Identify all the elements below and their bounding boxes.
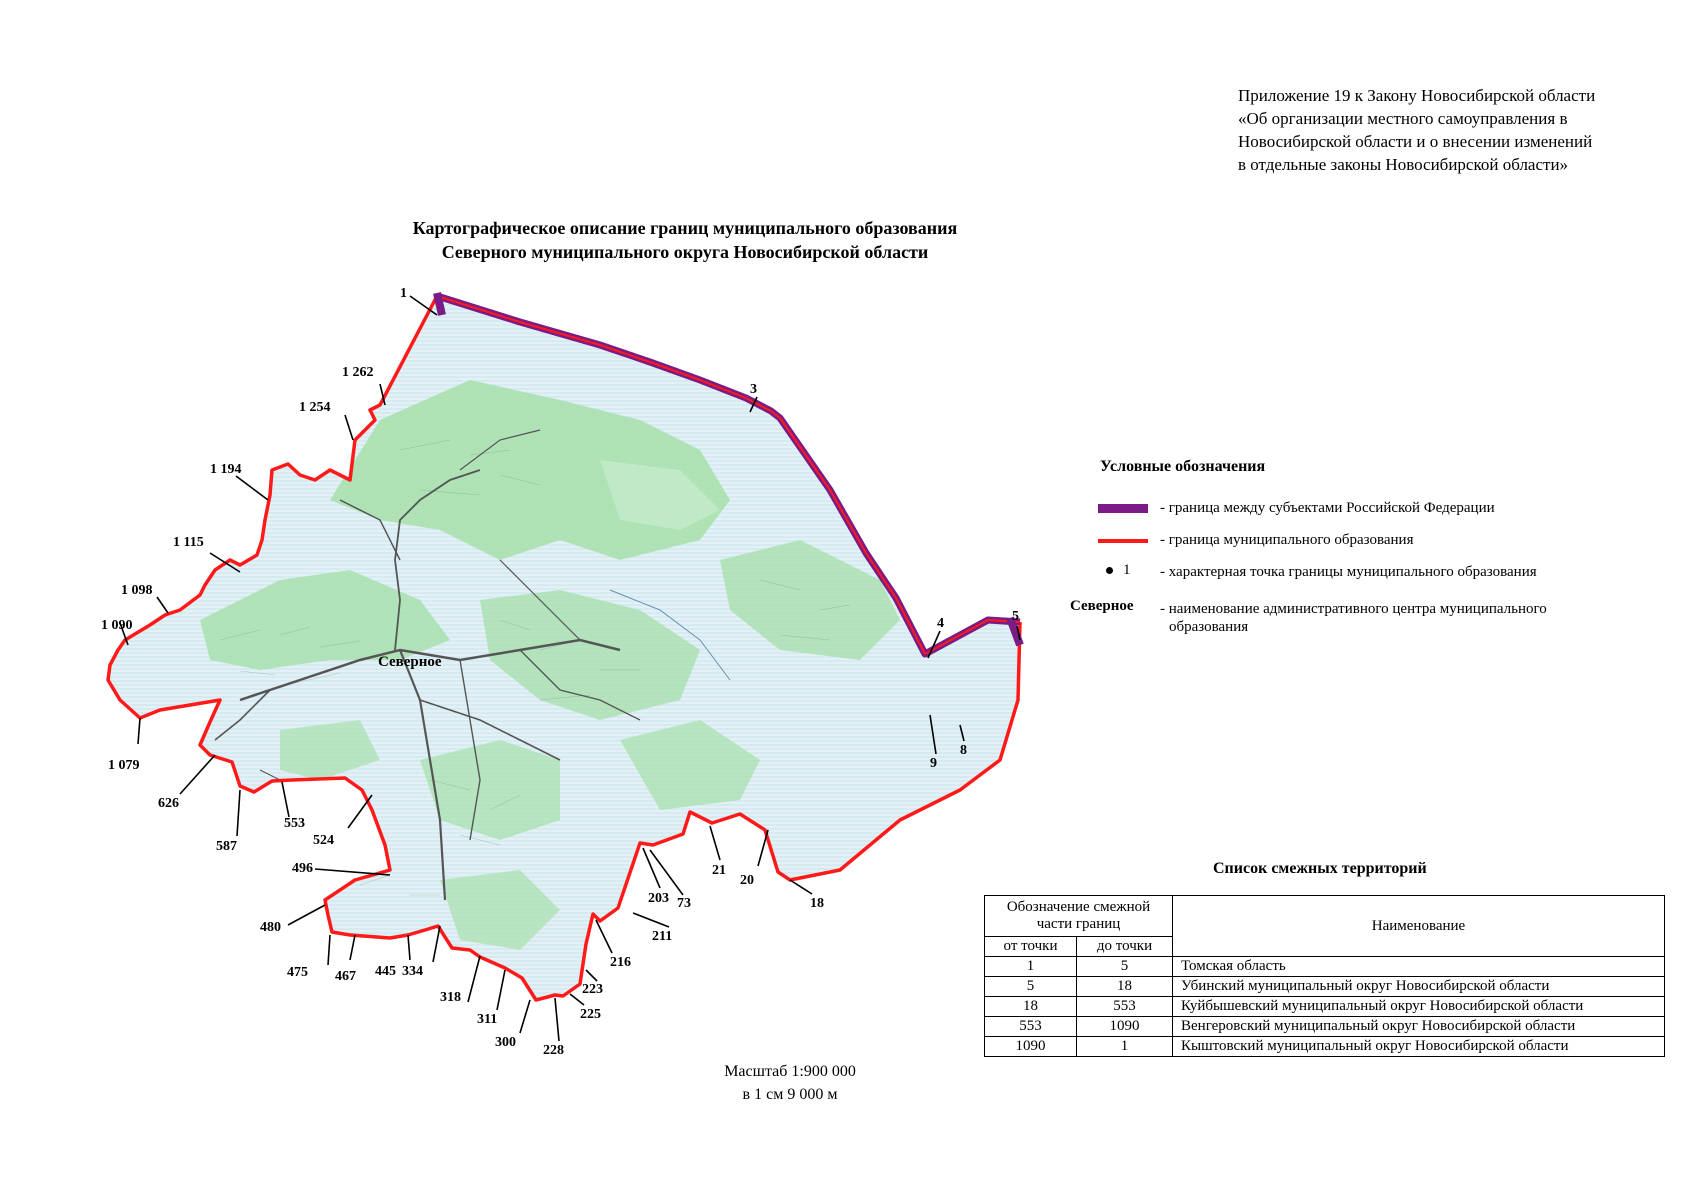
point-label: 553	[284, 816, 305, 831]
point-label: 1 194	[210, 462, 242, 477]
cell-from: 18	[985, 997, 1077, 1017]
point-label: 228	[543, 1043, 564, 1058]
boundary-point-sample: 1	[1123, 562, 1131, 578]
point-label: 203	[648, 891, 669, 906]
scale-line-1: Масштаб 1:900 000	[724, 1063, 856, 1080]
point-label: 18	[810, 896, 824, 911]
cell-to: 5	[1077, 957, 1173, 977]
point-label: 475	[287, 965, 308, 980]
title-line-2: Северного муниципального округа Новосибирской области	[441, 242, 929, 262]
point-label: 1 115	[173, 535, 204, 550]
federal-border-line-icon	[1098, 504, 1148, 513]
annex-line: в отдельные законы Новосибирской области»	[1238, 155, 1569, 174]
point-label: 445	[375, 964, 396, 979]
cell-from: 553	[985, 1017, 1077, 1037]
table-row	[985, 997, 1665, 1017]
table-row	[985, 977, 1665, 997]
annex-line: Приложение 19 к Закону Новосибирской области	[1238, 86, 1596, 105]
table-row	[985, 1037, 1665, 1057]
cell-name: Кыштовский муниципальный округ Новосибирской области	[1173, 1037, 1665, 1057]
adjacent-table	[984, 895, 1665, 1057]
table-row	[985, 1017, 1665, 1037]
admin-center-label: Северное	[378, 654, 442, 670]
table-header-row	[985, 896, 1665, 937]
point-label: 216	[610, 955, 631, 970]
municipal-border-line-icon	[1098, 539, 1148, 543]
cell-from: 1090	[985, 1037, 1077, 1057]
boundary-point-icon	[1098, 562, 1148, 579]
cell-to: 1090	[1077, 1017, 1173, 1037]
cell-to: 18	[1077, 977, 1173, 997]
header-from: от точки	[985, 937, 1077, 957]
point-label: 9	[930, 756, 937, 771]
point-label: 1 254	[299, 400, 331, 415]
scale-line-2: в 1 см 9 000 м	[742, 1086, 838, 1103]
legend-item-municipal-border	[1060, 528, 1660, 552]
point-label: 211	[652, 929, 673, 944]
header-name: Наименование	[1173, 896, 1665, 957]
point-label: 20	[740, 873, 754, 888]
cell-name: Венгеровский муниципальный округ Новосибирской области	[1173, 1017, 1665, 1037]
point-label: 1	[400, 286, 407, 301]
cell-name: Томская область	[1173, 957, 1665, 977]
cell-from: 5	[985, 977, 1077, 997]
point-label: 334	[402, 964, 423, 979]
center-name-sample: Северное	[1070, 598, 1134, 614]
legend-title: Условные обозначения	[1100, 458, 1266, 475]
header-designation: Обозначение смежной части границ	[985, 896, 1173, 937]
point-label: 73	[677, 896, 691, 911]
legend-item-center-name	[1060, 600, 1660, 644]
legend-item-federal-border	[1060, 496, 1660, 520]
point-label: 5	[1012, 609, 1019, 624]
point-label: 480	[260, 920, 281, 935]
point-label: 3	[750, 382, 757, 397]
point-label: 467	[335, 969, 356, 984]
legend-text	[1160, 600, 1547, 636]
legend-text: - граница муниципального образования	[1160, 532, 1414, 548]
point-label: 1 098	[121, 583, 153, 598]
point-label: 300	[495, 1035, 516, 1050]
point-label: 223	[582, 982, 603, 997]
point-label: 4	[937, 616, 944, 631]
point-label: 626	[158, 796, 179, 811]
point-label: 318	[440, 990, 461, 1005]
point-label: 225	[580, 1007, 601, 1022]
legend-text-line: - наименование административного центра муниципального	[1160, 601, 1547, 617]
cell-name: Убинский муниципальный округ Новосибирской области	[1173, 977, 1665, 997]
legend-text-line: образования	[1169, 619, 1249, 635]
point-label: 524	[313, 833, 334, 848]
legend-text: - граница между субъектами Российской Федерации	[1160, 500, 1495, 516]
point-label: 496	[292, 861, 313, 876]
point-label: 1 262	[342, 365, 374, 380]
header-to: до точки	[1077, 937, 1173, 957]
point-label: 587	[216, 839, 237, 854]
cell-name: Куйбышевский муниципальный округ Новосибирской области	[1173, 997, 1665, 1017]
point-label: 1 090	[101, 618, 133, 633]
annex-line: Новосибирской области и о внесении изменений	[1238, 132, 1593, 151]
legend-text: - характерная точка границы муниципального образования	[1160, 564, 1537, 580]
legend-item-boundary-point	[1060, 560, 1660, 584]
point-label: 21	[712, 863, 726, 878]
point-label: 311	[477, 1012, 498, 1027]
title-line-1: Картографическое описание границ муниципального образования	[412, 218, 958, 238]
cell-to: 1	[1077, 1037, 1173, 1057]
point-label: 8	[960, 743, 967, 758]
point-label: 1 079	[108, 758, 140, 773]
cell-to: 553	[1077, 997, 1173, 1017]
cell-from: 1	[985, 957, 1077, 977]
table-row	[985, 957, 1665, 977]
map-scale	[680, 1060, 900, 1106]
adjacent-title: Список смежных территорий	[1213, 860, 1427, 877]
annex-line: «Об организации местного самоуправления в	[1238, 109, 1568, 128]
